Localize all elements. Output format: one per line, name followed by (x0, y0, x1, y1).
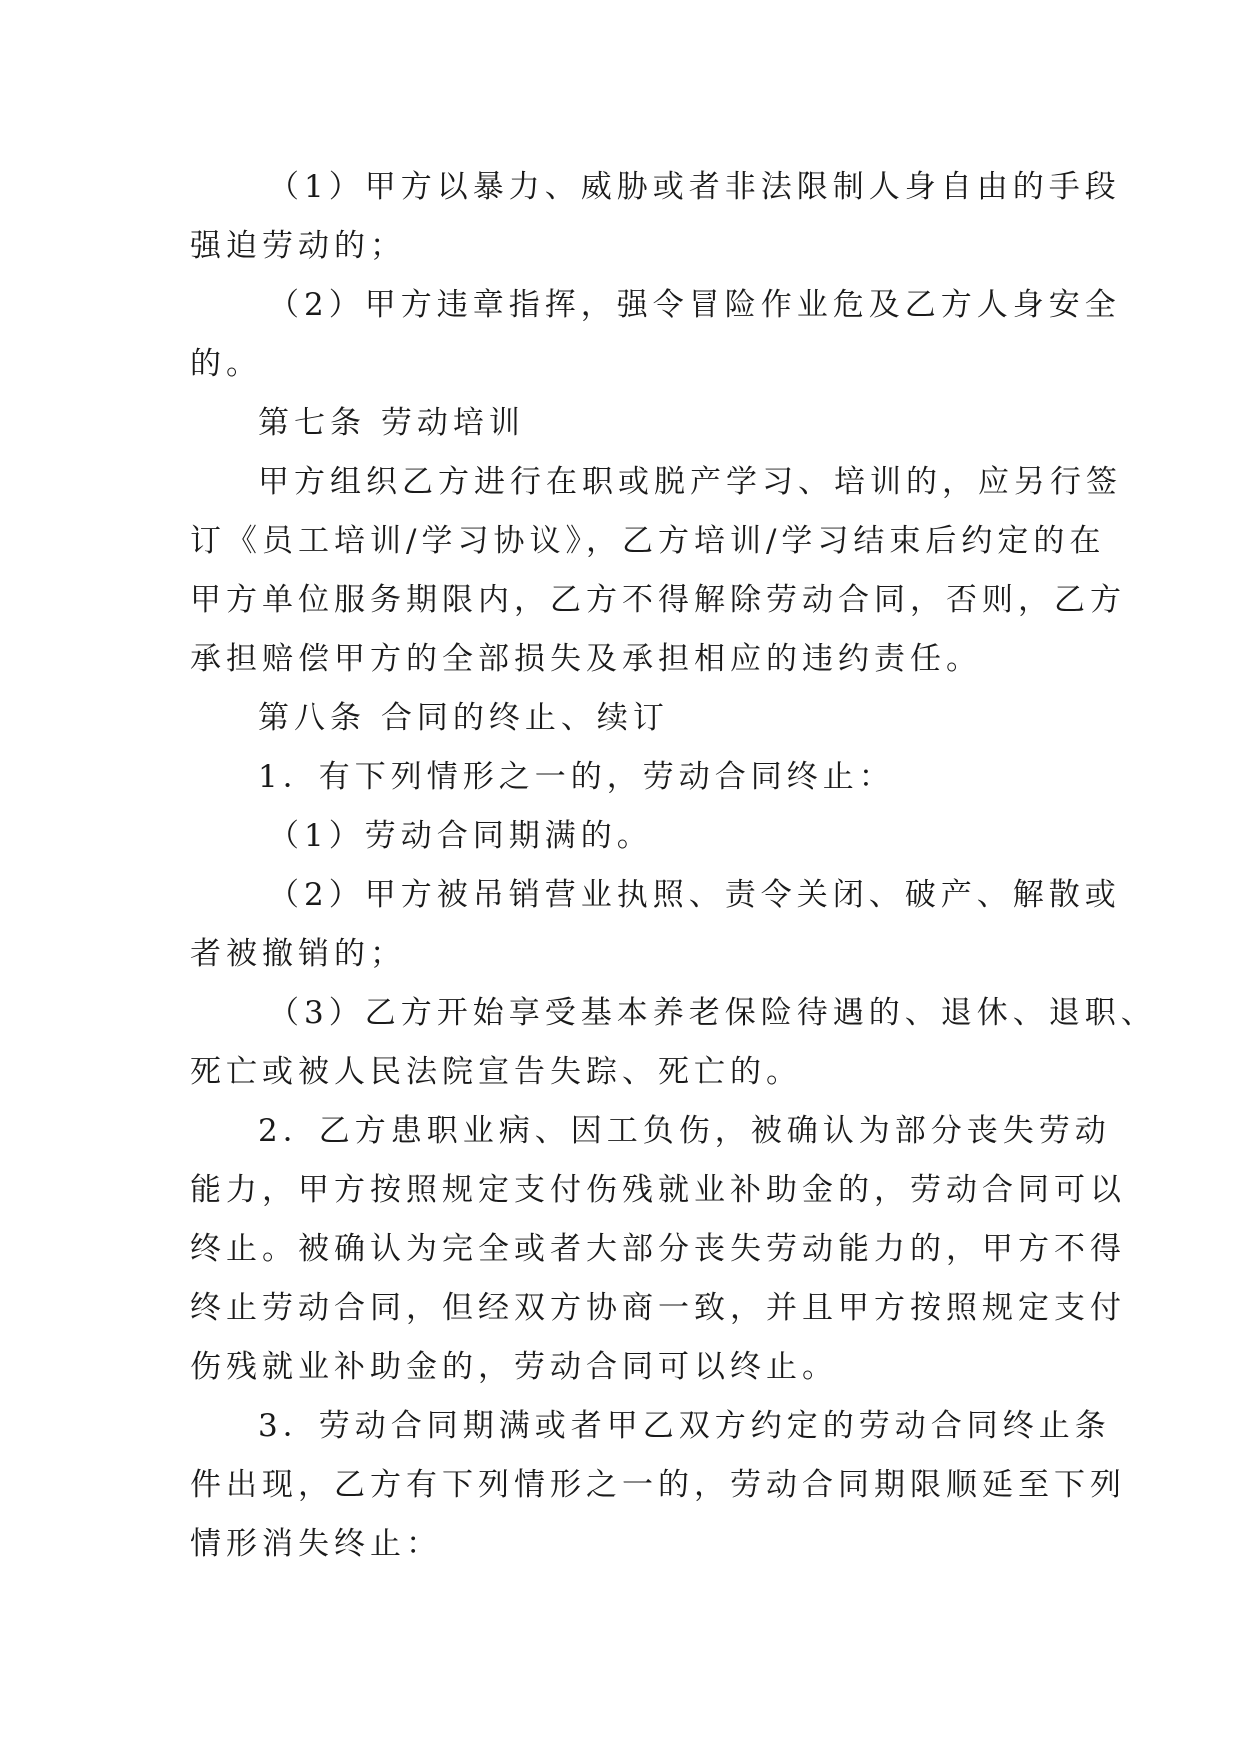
text-line: 3．劳动合同期满或者甲乙双方约定的劳动合同终止条 (258, 1408, 1111, 1444)
text-line: 者被撤销的； (190, 936, 406, 972)
text-line: 死亡或被人民法院宣告失踪、死亡的。 (190, 1054, 802, 1090)
text-line: （2）甲方违章指挥，强令冒险作业危及乙方人身安全 (268, 287, 1121, 323)
text-line: （1）劳动合同期满的。 (268, 818, 653, 854)
text-line: 伤残就业补助金的，劳动合同可以终止。 (190, 1349, 838, 1385)
text-line: 甲方组织乙方进行在职或脱产学习、培训的，应另行签 (258, 464, 1122, 500)
article-heading: 第七条 劳动培训 (258, 405, 525, 441)
text-line: 1．有下列情形之一的，劳动合同终止： (258, 759, 895, 795)
text-line: 承担赔偿甲方的全部损失及承担相应的违约责任。 (190, 641, 982, 677)
text-line: 能力，甲方按照规定支付伤残就业补助金的，劳动合同可以 (190, 1172, 1126, 1208)
article-heading: 第八条 合同的终止、续订 (258, 700, 669, 736)
text-line: 终止。被确认为完全或者大部分丧失劳动能力的，甲方不得 (190, 1231, 1126, 1267)
document-body (190, 158, 1157, 1574)
text-line: 情形消失终止： (190, 1526, 442, 1562)
text-line: 终止劳动合同，但经双方协商一致，并且甲方按照规定支付 (190, 1290, 1126, 1326)
text-line: （3）乙方开始享受基本养老保险待遇的、退休、退职、 (268, 995, 1157, 1031)
text-line: 甲方单位服务期限内，乙方不得解除劳动合同，否则，乙方 (190, 582, 1126, 618)
text-line: 强迫劳动的； (190, 228, 406, 264)
text-line: 的。 (190, 346, 262, 382)
text-line: 2．乙方患职业病、因工负伤，被确认为部分丧失劳动 (258, 1113, 1111, 1149)
text-line: （1）甲方以暴力、威胁或者非法限制人身自由的手段 (268, 169, 1121, 205)
text-line: 订《员工培训/学习协议》，乙方培训/学习结束后约定的在 (190, 523, 1106, 559)
text-line: （2）甲方被吊销营业执照、责令关闭、破产、解散或 (268, 877, 1121, 913)
text-line: 件出现，乙方有下列情形之一的，劳动合同期限顺延至下列 (190, 1467, 1126, 1503)
